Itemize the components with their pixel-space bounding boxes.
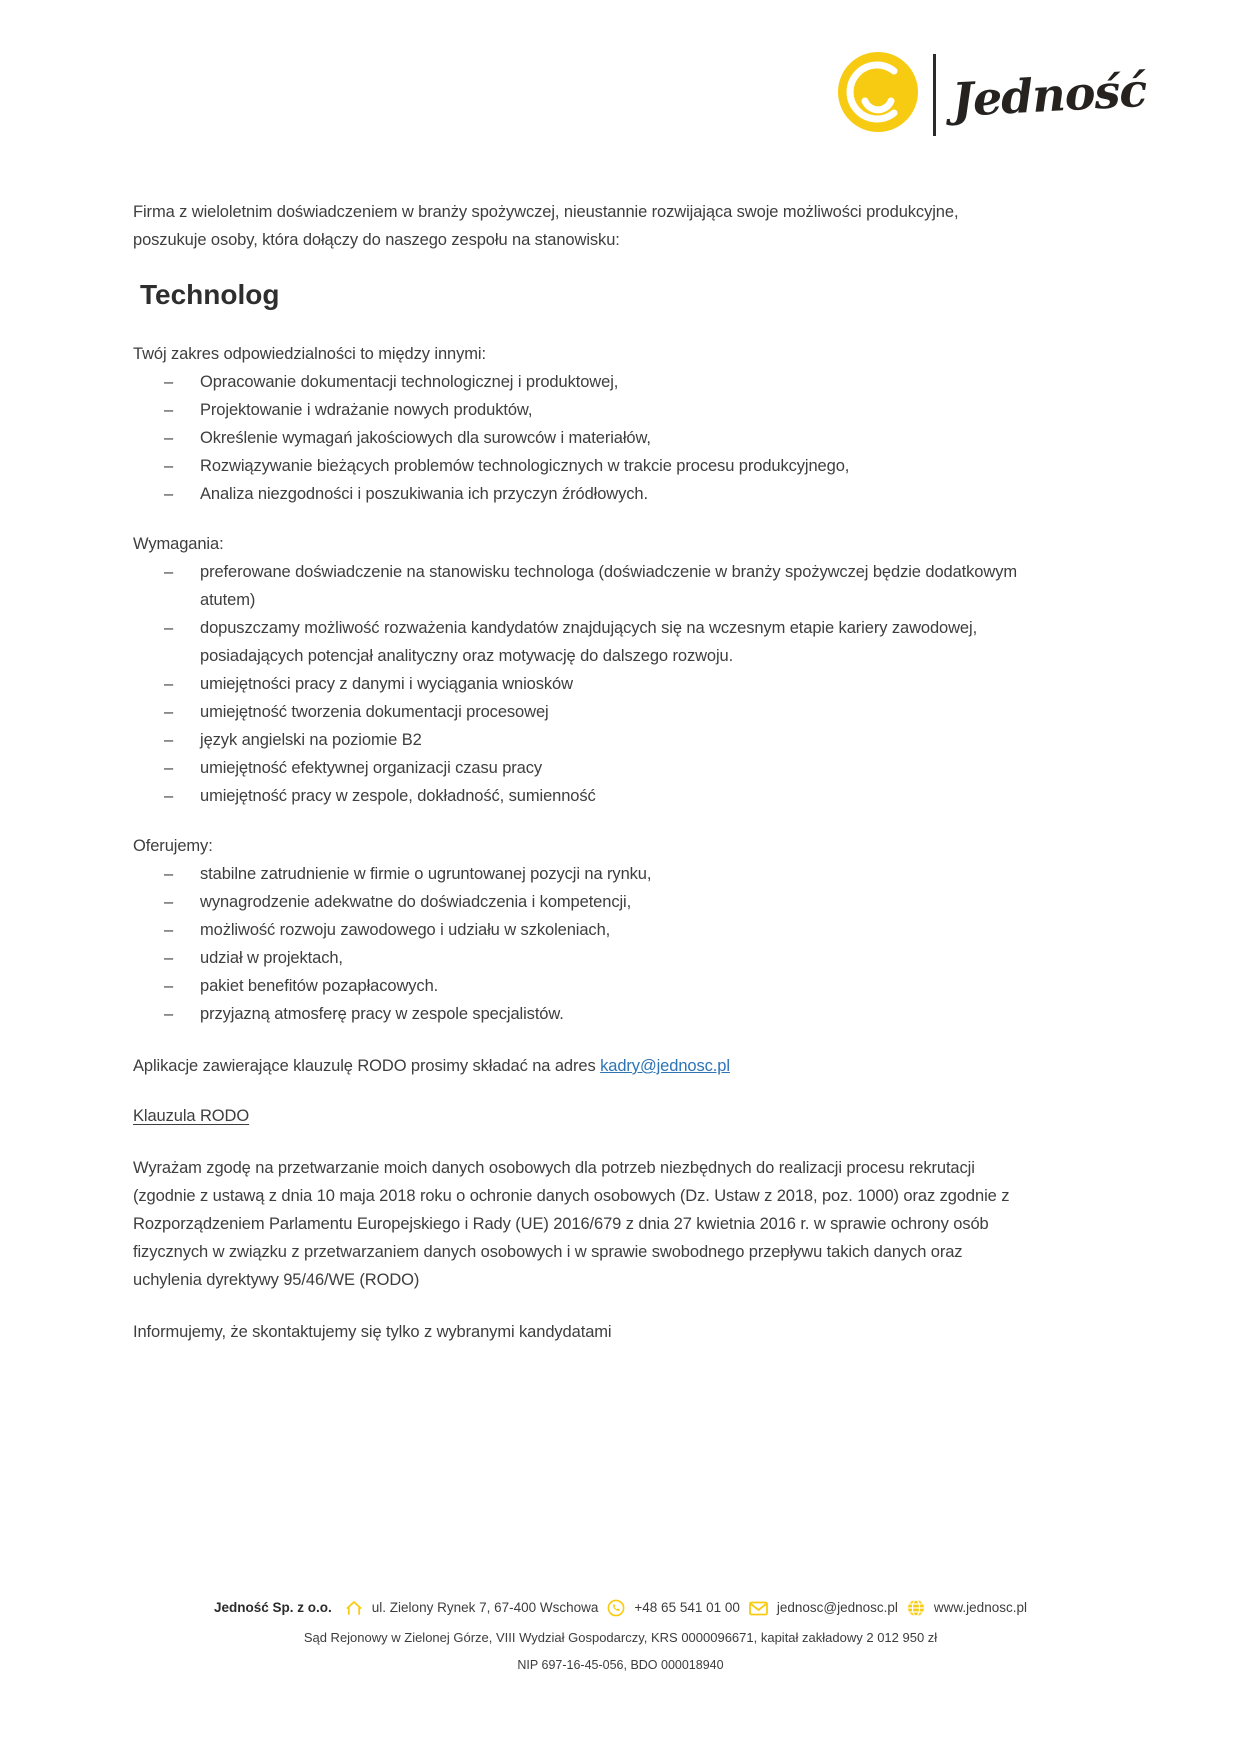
responsibilities-list <box>133 368 1018 508</box>
rodo-clause-heading: Klauzula RODO <box>133 1107 250 1125</box>
globe-icon <box>907 1599 925 1617</box>
dash-bullet: – <box>164 485 174 503</box>
job-posting-body <box>133 198 1018 1346</box>
list-item <box>133 558 1018 614</box>
requirements-heading: Wymagania: <box>133 535 224 553</box>
list-item-text: umiejętność efektywnej organizacji czasu pracy <box>200 759 543 777</box>
list-item <box>133 860 1018 888</box>
dash-bullet: – <box>164 921 174 939</box>
list-item <box>133 972 1018 1000</box>
list-item-text: preferowane doświadczenie na stanowisku technologa (doświadczenie w branży spożywczej będzie dodatkowym atutem) <box>200 563 1017 609</box>
list-item-text: Określenie wymagań jakościowych dla surowców i materiałów, <box>200 429 651 447</box>
application-instruction <box>133 1052 1018 1080</box>
logo-divider <box>933 54 936 136</box>
list-item <box>133 754 1018 782</box>
closing-note: Informujemy, że skontaktujemy się tylko z wybranymi kandydatami <box>133 1323 612 1341</box>
footer-address: ul. Zielony Rynek 7, 67-400 Wschowa <box>371 1600 599 1615</box>
list-item-text: przyjazną atmosferę pracy w zespole specjalistów. <box>200 1005 564 1023</box>
dash-bullet: – <box>164 787 174 805</box>
list-item <box>133 1000 1018 1028</box>
dash-bullet: – <box>164 457 174 475</box>
dash-bullet: – <box>164 703 174 721</box>
dash-bullet: – <box>164 429 174 447</box>
footer-registry-line: Sąd Rejonowy w Zielonej Górze, VIII Wydział Gospodarczy, KRS 0000096671, kapitał zakładowy 2 012 950 zł <box>303 1630 938 1645</box>
list-item <box>133 614 1018 670</box>
dash-bullet: – <box>164 865 174 883</box>
requirements-list <box>133 558 1018 810</box>
application-text: Aplikacje zawierające klauzulę RODO prosimy składać na adres <box>133 1057 601 1075</box>
dash-bullet: – <box>164 731 174 749</box>
list-item-text: Analiza niezgodności i poszukiwania ich przyczyn źródłowych. <box>200 485 648 503</box>
footer-phone: +48 65 541 01 00 <box>634 1600 740 1615</box>
list-item <box>133 916 1018 944</box>
footer-contact-line <box>0 1598 1241 1618</box>
list-item <box>133 726 1018 754</box>
list-item <box>133 698 1018 726</box>
envelope-icon <box>749 1601 768 1616</box>
list-item <box>133 368 1018 396</box>
list-item <box>133 944 1018 972</box>
offer-list <box>133 860 1018 1028</box>
footer-email: jednosc@jednosc.pl <box>776 1600 898 1615</box>
house-icon <box>345 1600 363 1616</box>
list-item <box>133 424 1018 452</box>
dash-bullet: – <box>164 619 174 637</box>
list-item-text: język angielski na poziomie B2 <box>200 731 422 749</box>
intro-paragraph: Firma z wieloletnim doświadczeniem w branży spożywczej, nieustannie rozwijająca swoje możliwości produkcyjne, poszukuje osoby, która dołączy do naszego zespołu na stanowisku: <box>133 203 959 249</box>
list-item-text: pakiet benefitów pozapłacowych. <box>200 977 439 995</box>
list-item <box>133 480 1018 508</box>
list-item-text: wynagrodzenie adekwatne do doświadczenia i kompetencji, <box>200 893 632 911</box>
page-footer <box>0 1598 1241 1672</box>
dash-bullet: – <box>164 949 174 967</box>
dash-bullet: – <box>164 373 174 391</box>
smile-logo-icon <box>838 52 918 137</box>
list-item-text: stabilne zatrudnienie w firmie o ugruntowanej pozycji na rynku, <box>200 865 652 883</box>
dash-bullet: – <box>164 563 174 581</box>
phone-icon <box>607 1599 625 1617</box>
rodo-clause-body: Wyrażam zgodę na przetwarzanie moich danych osobowych dla potrzeb niezbędnych do realizacji procesu rekrutacji (zgodnie z ustawą z dnia 10 maja 2018 roku o ochronie danych osobowych (Dz. Ustaw z 2018, poz. 1000) oraz zgodnie z Rozporządzeniem Parlamentu Europejskiego i Rady (UE) 2016/679 z dnia 27 kwietnia 2016 r. w sprawie ochrony osób fizycznych w związku z przetwarzaniem danych osobowych i w sprawie swobodnego przepływu takich danych oraz uchylenia dyrektywy 95/46/WE (RODO) <box>133 1159 1010 1289</box>
list-item-text: Rozwiązywanie bieżących problemów technologicznych w trakcie procesu produkcyjnego, <box>200 457 850 475</box>
list-item-text: Opracowanie dokumentacji technologicznej i produktowej, <box>200 373 619 391</box>
list-item-text: umiejętność tworzenia dokumentacji procesowej <box>200 703 549 721</box>
footer-tax-line: NIP 697-16-45-056, BDO 000018940 <box>517 1658 724 1672</box>
list-item <box>133 452 1018 480</box>
list-item-text: udział w projektach, <box>200 949 343 967</box>
list-item <box>133 396 1018 424</box>
dash-bullet: – <box>164 977 174 995</box>
list-item <box>133 888 1018 916</box>
brand-wordmark: Jedność <box>950 62 1148 127</box>
list-item-text: umiejętność pracy w zespole, dokładność, sumienność <box>200 787 596 805</box>
list-item-text: Projektowanie i wdrażanie nowych produktów, <box>200 401 533 419</box>
application-email-link[interactable]: kadry@jednosc.pl <box>600 1057 730 1075</box>
responsibilities-heading: Twój zakres odpowiedzialności to między innymi: <box>133 345 486 363</box>
list-item-text: umiejętności pracy z danymi i wyciągania wniosków <box>200 675 573 693</box>
footer-company-name: Jedność Sp. z o.o. <box>214 1600 332 1615</box>
list-item <box>133 782 1018 810</box>
dash-bullet: – <box>164 893 174 911</box>
footer-website: www.jednosc.pl <box>933 1600 1027 1615</box>
dash-bullet: – <box>164 675 174 693</box>
job-title: Technolog <box>140 279 280 310</box>
dash-bullet: – <box>164 401 174 419</box>
list-item <box>133 670 1018 698</box>
list-item-text: możliwość rozwoju zawodowego i udziału w szkoleniach, <box>200 921 611 939</box>
list-item-text: dopuszczamy możliwość rozważenia kandydatów znajdujących się na wczesnym etapie kariery zawodowej, posiadających potencjał analityczny oraz motywację do dalszego rozwoju. <box>200 619 978 665</box>
dash-bullet: – <box>164 1005 174 1023</box>
offer-heading: Oferujemy: <box>133 837 213 855</box>
company-logo <box>838 52 1146 137</box>
dash-bullet: – <box>164 759 174 777</box>
